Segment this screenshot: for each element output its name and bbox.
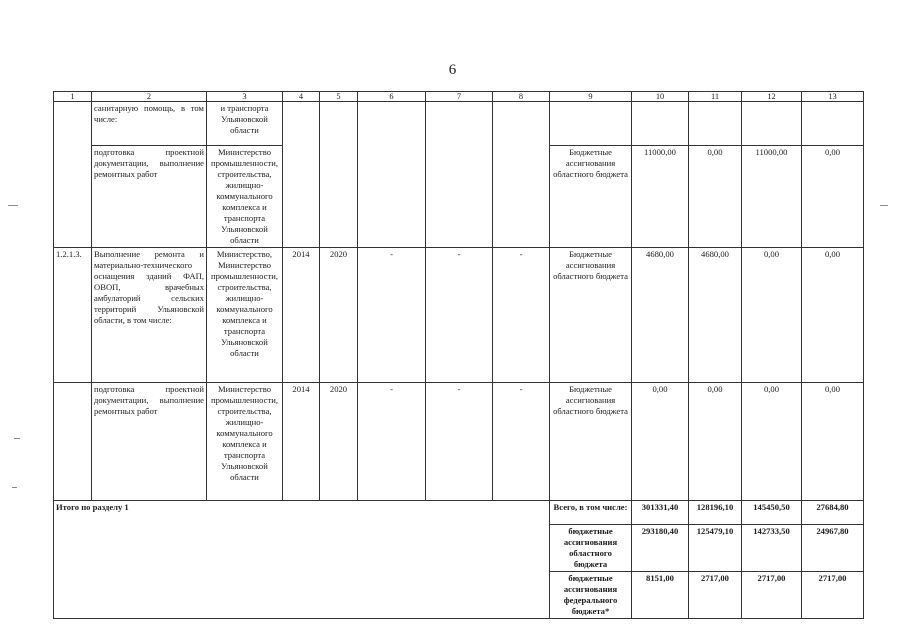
totals-amount-cell: 301331,40 bbox=[632, 501, 689, 525]
activity-cell: подготовка проектной документации, выполнение ремонтных работ bbox=[92, 146, 207, 248]
header-cell: 5 bbox=[320, 92, 358, 102]
totals-amount-cell: 8151,00 bbox=[632, 572, 689, 619]
amount-cell bbox=[742, 102, 802, 146]
amount-cell: 0,00 bbox=[802, 248, 864, 383]
table-row bbox=[54, 383, 864, 501]
header-cell: 4 bbox=[283, 92, 320, 102]
end-year-cell bbox=[320, 102, 358, 248]
header-cell: 1 bbox=[54, 92, 92, 102]
end-year-cell: 2020 bbox=[320, 383, 358, 501]
scan-speck bbox=[14, 438, 20, 439]
amount-cell: 0,00 bbox=[742, 383, 802, 501]
col8-cell: - bbox=[493, 383, 550, 501]
table-row bbox=[54, 102, 864, 146]
end-year-cell: 2020 bbox=[320, 248, 358, 383]
activity-cell: Выполнение ремонта и материально-технического оснащения зданий ФАП, ОВОП, врачебных амбулаторий сельских территорий Ульяновской области, в том числе: bbox=[92, 248, 207, 383]
row-number-cell bbox=[54, 383, 92, 501]
amount-cell: 0,00 bbox=[689, 146, 742, 248]
header-cell: 13 bbox=[802, 92, 864, 102]
totals-source-cell: бюджетные ассигнования федерального бюджета* bbox=[550, 572, 632, 619]
scan-speck bbox=[880, 205, 888, 206]
amount-cell: 4680,00 bbox=[632, 248, 689, 383]
totals-amount-cell: 2717,00 bbox=[689, 572, 742, 619]
totals-amount-cell: 128196,10 bbox=[689, 501, 742, 525]
totals-amount-cell: 145450,50 bbox=[742, 501, 802, 525]
col8-cell: - bbox=[493, 248, 550, 383]
col7-cell: - bbox=[426, 248, 493, 383]
header-cell: 10 bbox=[632, 92, 689, 102]
executor-cell: Министерство промышленности, строительства, жилищно-коммунального комплекса и транспорта Ульяновской области bbox=[207, 383, 283, 501]
totals-amount-cell: 2717,00 bbox=[742, 572, 802, 619]
totals-amount-cell: 293180,40 bbox=[632, 525, 689, 572]
totals-source-cell: бюджетные ассигнования областного бюджета bbox=[550, 525, 632, 572]
header-cell: 6 bbox=[358, 92, 426, 102]
header-cell: 11 bbox=[689, 92, 742, 102]
start-year-cell: 2014 bbox=[283, 383, 320, 501]
header-cell: 8 bbox=[493, 92, 550, 102]
amount-cell bbox=[632, 102, 689, 146]
amount-cell: 0,00 bbox=[632, 383, 689, 501]
scan-speck bbox=[8, 205, 18, 206]
col7-cell: - bbox=[426, 383, 493, 501]
totals-row bbox=[54, 501, 864, 525]
source-cell: Бюджетные ассигнования областного бюджета bbox=[550, 383, 632, 501]
budget-table bbox=[53, 91, 864, 619]
col6-cell: - bbox=[358, 383, 426, 501]
amount-cell: 11000,00 bbox=[742, 146, 802, 248]
activity-cell: подготовка проектной документации, выполнение ремонтных работ bbox=[92, 383, 207, 501]
table-row bbox=[54, 248, 864, 383]
executor-cell: и транспорта Ульяновской области bbox=[207, 102, 283, 146]
amount-cell bbox=[689, 102, 742, 146]
col7-cell bbox=[426, 102, 493, 248]
amount-cell bbox=[802, 102, 864, 146]
totals-amount-cell: 2717,00 bbox=[802, 572, 864, 619]
col6-cell: - bbox=[358, 248, 426, 383]
scan-speck bbox=[12, 487, 17, 488]
executor-cell: Министерство, Министерство промышленности, строительства, жилищно-коммунального комплекса и транспорта Ульяновской области bbox=[207, 248, 283, 383]
totals-amount-cell: 142733,50 bbox=[742, 525, 802, 572]
source-cell: Бюджетные ассигнования областного бюджета bbox=[550, 248, 632, 383]
header-cell: 12 bbox=[742, 92, 802, 102]
header-cell: 2 bbox=[92, 92, 207, 102]
section-total-label: Итого по разделу 1 bbox=[54, 501, 550, 619]
table-header-row bbox=[54, 92, 864, 102]
totals-amount-cell: 27684,80 bbox=[802, 501, 864, 525]
source-cell bbox=[550, 102, 632, 146]
row-number-cell: 1.2.1.3. bbox=[54, 248, 92, 383]
header-cell: 7 bbox=[426, 92, 493, 102]
header-cell: 3 bbox=[207, 92, 283, 102]
amount-cell: 0,00 bbox=[802, 146, 864, 248]
col6-cell bbox=[358, 102, 426, 248]
col8-cell bbox=[493, 102, 550, 248]
start-year-cell: 2014 bbox=[283, 248, 320, 383]
source-cell: Бюджетные ассигнования областного бюджета bbox=[550, 146, 632, 248]
amount-cell: 0,00 bbox=[742, 248, 802, 383]
header-cell: 9 bbox=[550, 92, 632, 102]
activity-cell: санитарную помощь, в том числе: bbox=[92, 102, 207, 146]
totals-amount-cell: 24967,80 bbox=[802, 525, 864, 572]
page-number: 6 bbox=[448, 62, 457, 78]
amount-cell: 0,00 bbox=[802, 383, 864, 501]
totals-amount-cell: 125479,10 bbox=[689, 525, 742, 572]
start-year-cell bbox=[283, 102, 320, 248]
totals-source-cell: Всего, в том числе: bbox=[550, 501, 632, 525]
amount-cell: 11000,00 bbox=[632, 146, 689, 248]
row-number-cell bbox=[54, 102, 92, 248]
amount-cell: 4680,00 bbox=[689, 248, 742, 383]
amount-cell: 0,00 bbox=[689, 383, 742, 501]
executor-cell: Министерство промышленности, строительства, жилищно-коммунального комплекса и транспорта Ульяновской области bbox=[207, 146, 283, 248]
